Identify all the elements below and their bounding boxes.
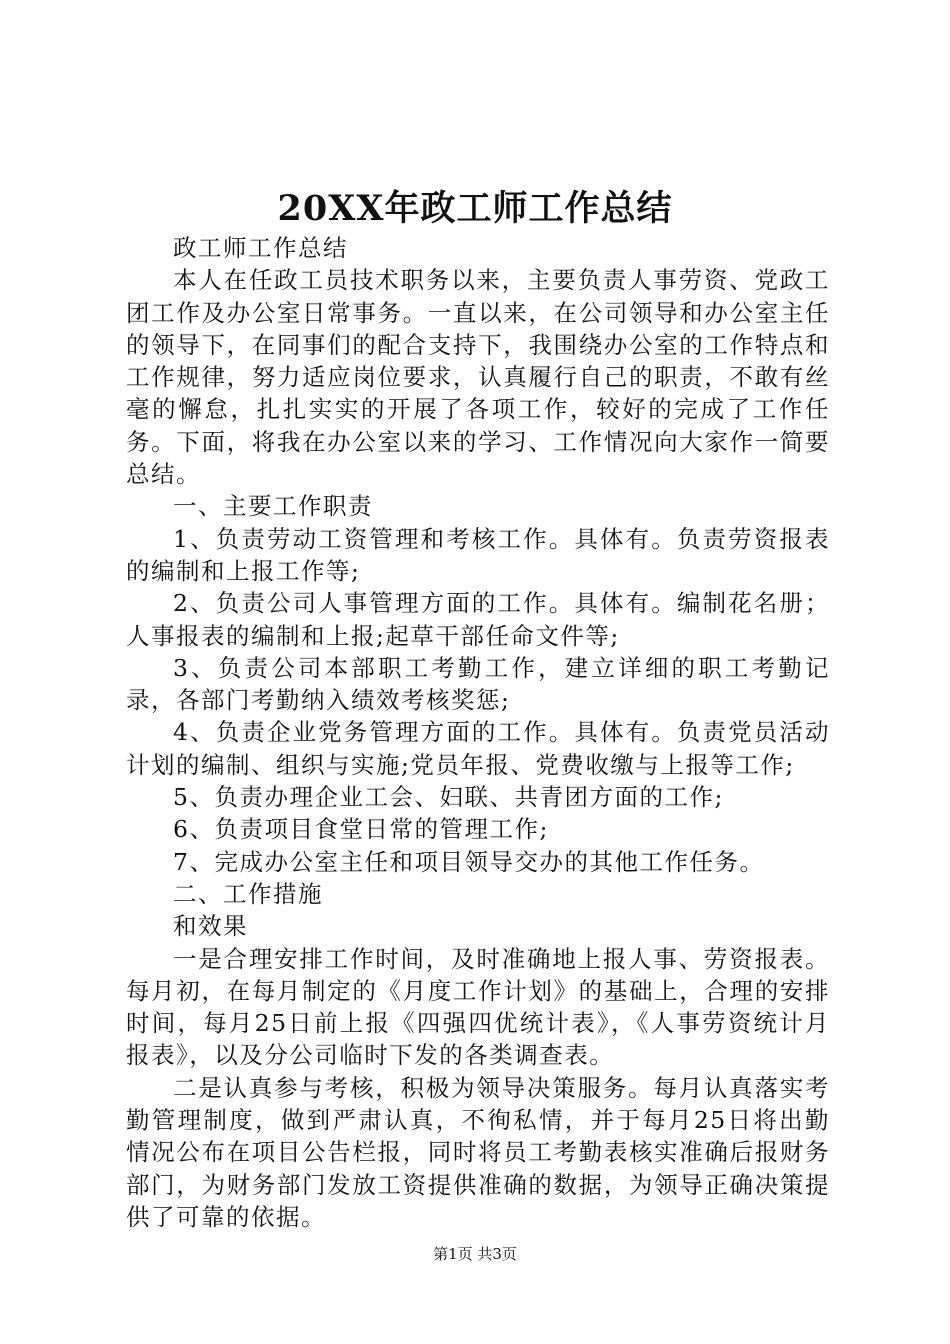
duty-item-4: 4、负责企业党务管理方面的工作。具体有。负责党员活动计划的编制、组织与实施;党员年报、党费收缴与上报等工作; [126,718,830,779]
document-body [126,232,830,1233]
measure-paragraph-1: 一是合理安排工作时间，及时准确地上报人事、劳资报表。每月初，在每月制定的《月度工作计划》的基础上，合理的安排时间，每月25日前上报《四强四优统计表》，《人事劳资统计月报表》，以及分公司临时下发的各类调查表。 [126,944,830,1070]
duty-item-6: 6、负责项目食堂日常的管理工作; [173,815,549,844]
paragraph-intro: 本人在任政工员技术职务以来，主要负责人事劳资、党政工团工作及办公室日常事务。一直以来，在公司领导和办公室主任的领导下，在同事们的配合支持下，我围绕办公室的工作特点和工作规律，努力适应岗位要求，认真履行自己的职责，不敢有丝毫的懈怠，扎扎实实的开展了各项工作，较好的完成了工作任务。下面，将我在办公室以来的学习、工作情况向大家作一简要总结。 [126,266,830,489]
measure-paragraph-2: 二是认真参与考核，积极为领导决策服务。每月认真落实考勤管理制度，做到严肃认真，不徇私情，并于每月25日将出勤情况公布在项目公告栏报，同时将员工考勤表核实准确后报财务部门，为财务部门发放工资提供准确的数据，为领导正确决策提供了可靠的依据。 [126,1073,830,1231]
duty-item-7: 7、完成办公室主任和项目领导交办的其他工作任务。 [173,847,765,876]
duty-item-5: 5、负责办理企业工会、妇联、共青团方面的工作; [173,783,724,812]
document-title: 20XX年政工师工作总结 [277,188,673,229]
section-heading-duties: 一、主要工作职责 [173,492,373,521]
paragraph-subtitle: 政工师工作总结 [173,234,348,262]
duty-item-3: 3、负责公司本部职工考勤工作，建立详细的职工考勤记录，各部门考勤纳入绩效考核奖惩; [126,653,830,715]
duty-item-2: 2、负责公司人事管理方面的工作。具体有。编制花名册；人事报表的编制和上报;起草干部任命文件等; [126,589,830,650]
section-heading-measures: 二、工作措施 [173,879,323,908]
duty-item-1: 1、负责劳动工资管理和考核工作。具体有。负责劳资报表的编制和上报工作等; [126,524,830,585]
page-footer: 第1页 共3页 [433,1245,517,1263]
section-heading-measures-cont: 和效果 [173,912,248,941]
